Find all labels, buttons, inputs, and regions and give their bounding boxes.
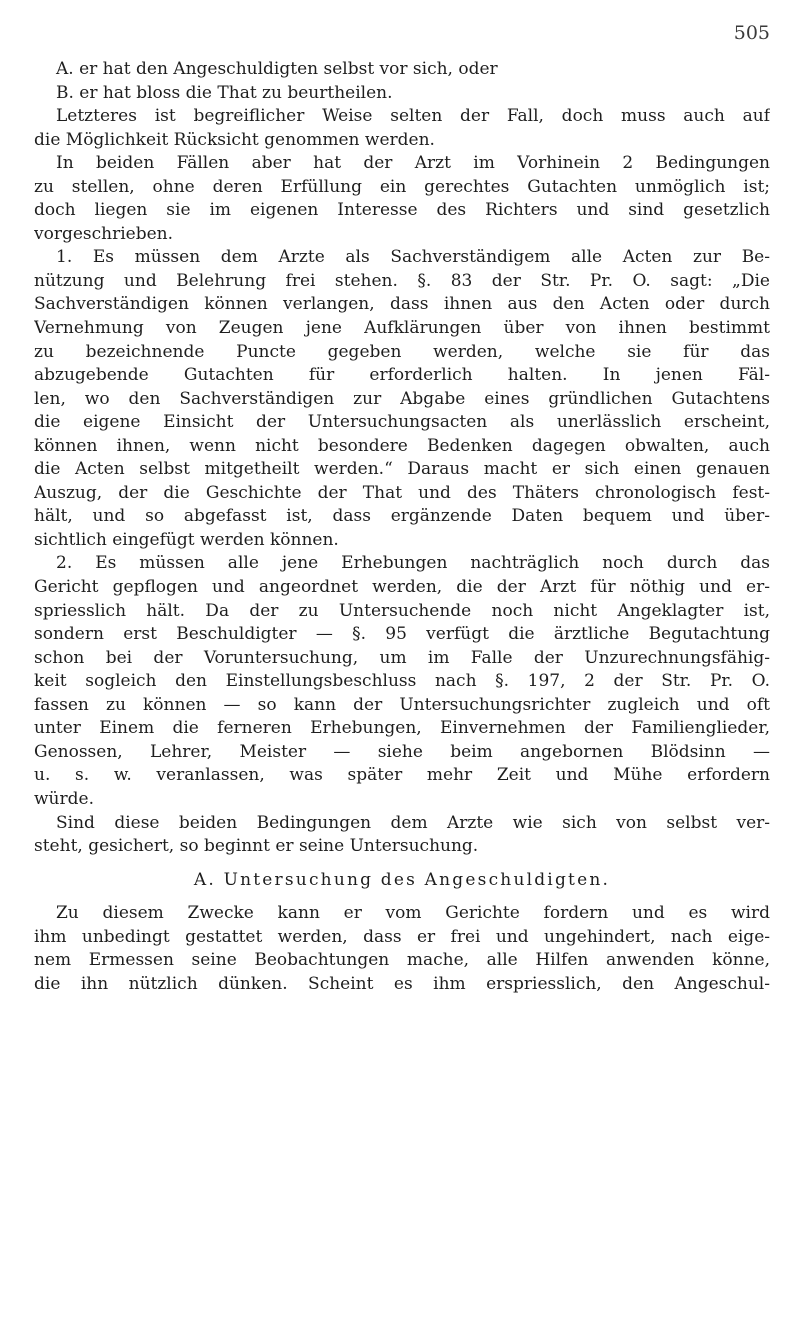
text-line: Sind diese beiden Bedingungen dem Arzte wie sich von selbst ver- xyxy=(56,812,770,833)
text-line: nützung und Belehrung frei stehen. §. 83 der Str. Pr. O. sagt: „Die xyxy=(34,270,770,291)
text-line: vorgeschrieben. xyxy=(34,223,174,244)
text-line: die Acten selbst mitgetheilt werden.“ Daraus macht er sich einen genauen xyxy=(34,459,770,480)
text-line: die Möglichkeit Rücksicht genommen werden. xyxy=(34,129,435,150)
text-line: hält, und so abgefasst ist, dass ergänzende Daten bequem und über- xyxy=(34,506,770,527)
text-line: Gericht gepflogen und angeordnet werden, die der Arzt für nöthig und er- xyxy=(34,577,770,598)
text-line: u. s. w. veranlassen, was später mehr Zeit und Mühe erfordern xyxy=(34,765,770,786)
text-line: Sachverständigen können verlangen, dass ihnen aus den Acten oder durch xyxy=(34,294,770,315)
text-line: fassen zu können — so kann der Untersuchungsrichter zugleich und oft xyxy=(34,694,770,715)
text-line: schon bei der Voruntersuchung, um im Falle der Unzurechnungsfähig- xyxy=(34,647,770,668)
text-line: die ihn nützlich dünken. Scheint es ihm erspriesslich, den Angeschul- xyxy=(34,973,770,994)
text-line: keit sogleich den Einstellungsbeschluss nach §. 197, 2 der Str. Pr. O. xyxy=(34,671,770,692)
text-line: unter Einem die ferneren Erhebungen, Einvernehmen der Familienglieder, xyxy=(34,718,770,739)
text-line: spriesslich hält. Da der zu Untersuchende noch nicht Angeklagter ist, xyxy=(34,600,770,621)
text-line: In beiden Fällen aber hat der Arzt im Vorhinein 2 Bedingungen xyxy=(56,153,770,174)
text-line: A. er hat den Angeschuldigten selbst vor sich, oder xyxy=(56,59,498,79)
text-line: A. Untersuchung des Angeschuldigten. xyxy=(193,869,611,890)
text-line: die eigene Einsicht der Untersuchungsacten als unerlässlich erscheint, xyxy=(34,412,770,433)
text-line: Zu diesem Zwecke kann er vom Gerichte fordern und es wird xyxy=(56,903,770,924)
text-line: Genossen, Lehrer, Meister — siehe beim angebornen Blödsinn — xyxy=(34,741,770,762)
text-line: Vernehmung von Zeugen jene Aufklärungen über von ihnen bestimmt xyxy=(34,318,770,339)
text-line: abzugebende Gutachten für erforderlich halten. In jenen Fäl- xyxy=(34,365,770,386)
text-line: sondern erst Beschuldigter — §. 95 verfügt die ärztliche Begutachtung xyxy=(34,624,770,645)
text-line: sichtlich eingefügt werden können. xyxy=(34,529,339,550)
text-line: doch liegen sie im eigenen Interesse des Richters und sind gesetzlich xyxy=(34,200,770,221)
text-line: B. er hat bloss die That zu beurtheilen. xyxy=(56,82,393,103)
body-text xyxy=(34,58,770,996)
page-number: 505 xyxy=(733,22,770,44)
text-line: können ihnen, wenn nicht besondere Bedenken dagegen obwalten, auch xyxy=(34,435,770,456)
text-line: würde. xyxy=(34,788,94,809)
text-line: 1. Es müssen dem Arzte als Sachverständigem alle Acten zur Be- xyxy=(56,247,770,268)
text-line: Auszug, der die Geschichte der That und des Thäters chronologisch fest- xyxy=(34,482,770,503)
text-line: Letzteres ist begreiflicher Weise selten der Fall, doch muss auch auf xyxy=(56,106,770,127)
text-line: zu bezeichnende Puncte gegeben werden, welche sie für das xyxy=(34,341,770,362)
text-line: zu stellen, ohne deren Erfüllung ein gerechtes Gutachten unmöglich ist; xyxy=(34,176,770,197)
text-line: steht, gesichert, so beginnt er seine Untersuchung. xyxy=(34,836,479,857)
text-line: len, wo den Sachverständigen zur Abgabe eines gründlichen Gutachtens xyxy=(34,388,770,409)
text-line: ihm unbedingt gestattet werden, dass er frei und ungehindert, nach eige- xyxy=(34,926,770,947)
text-line: nem Ermessen seine Beobachtungen mache, alle Hilfen anwenden könne, xyxy=(34,950,770,971)
text-line: 2. Es müssen alle jene Erhebungen nachträglich noch durch das xyxy=(56,553,770,574)
